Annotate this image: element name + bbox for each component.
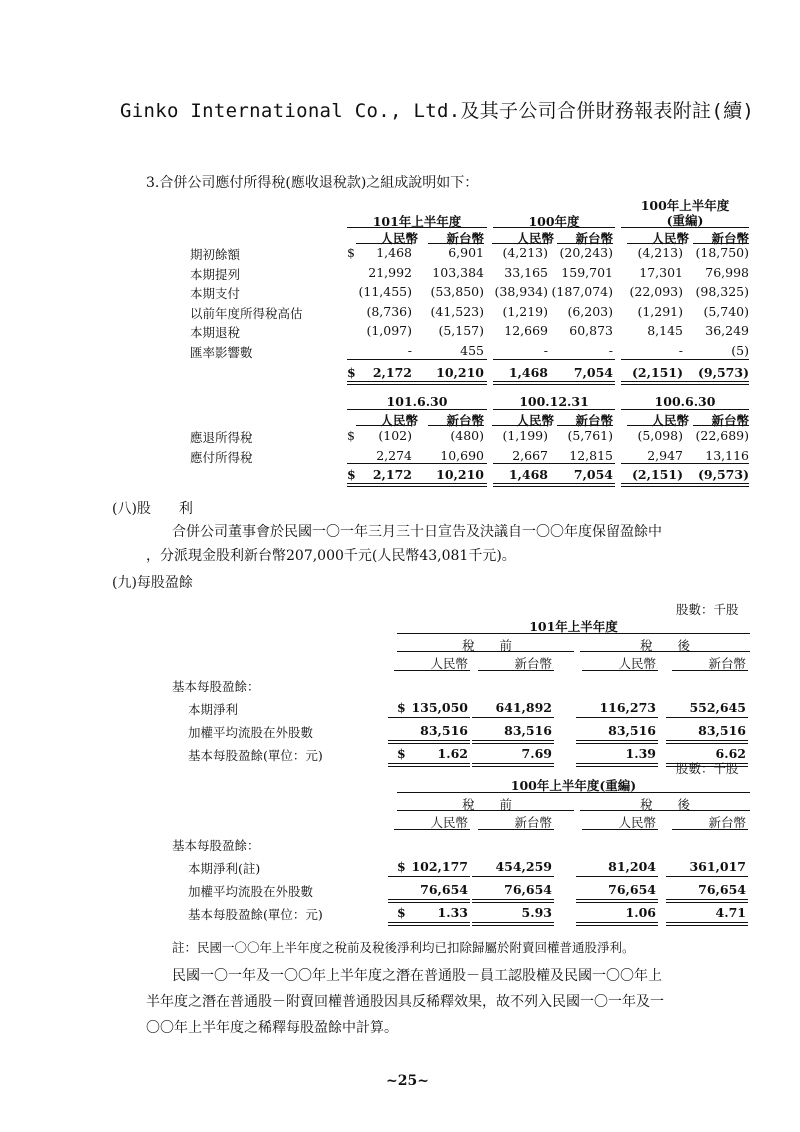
currency-header: 新台幣 (575, 413, 613, 428)
value-cell: 135,050 (411, 700, 468, 715)
value-cell: 76,654 (698, 882, 746, 897)
eps-para-1: 民國一〇一年及一〇〇年上半年度之潛在普通股－員工認股權及民國一〇〇年上 (172, 968, 662, 984)
value-cell: 13,116 (705, 448, 749, 463)
currency-rule (478, 829, 554, 830)
value-cell: (5,740) (703, 303, 749, 319)
period-header: 100年上半年度 (640, 198, 730, 213)
group-rule (397, 810, 574, 811)
value-cell: 1.39 (625, 746, 656, 761)
value-cell: 116,273 (599, 700, 656, 715)
value-cell: (1,199) (502, 428, 548, 443)
row-label: 以前年度所得稅高估 (190, 305, 303, 321)
value-cell: (22,689) (695, 428, 749, 443)
value-cell: (102) (378, 428, 412, 443)
pre-tax-header: 稅 前 (461, 638, 512, 653)
value-cell: (5,098) (637, 428, 683, 443)
total-cell: 7,054 (573, 467, 613, 482)
currency-header: 新台幣 (708, 815, 746, 830)
row-label: 本期淨利(註) (188, 861, 261, 876)
date-header: 100.6.30 (654, 394, 716, 409)
value-cell: 4.71 (715, 905, 746, 920)
page-title: Ginko International Co., Ltd.及其子公司合併財務報表附註(續) (120, 100, 755, 122)
row-label: 本期淨利 (188, 702, 239, 717)
value-cell: (187,074) (551, 284, 613, 300)
value-cell: 103,384 (432, 264, 484, 280)
currency-header: 人民幣 (618, 815, 656, 830)
value-cell: 1.62 (437, 746, 468, 761)
value-cell: 17,301 (639, 264, 683, 280)
value-rule (576, 899, 658, 903)
eps-heading: (九)每股盈餘 (112, 575, 193, 591)
row-label: 應付所得稅 (190, 450, 253, 465)
value-cell: 76,654 (420, 882, 468, 897)
value-cell: (41,523) (430, 303, 484, 319)
dollar-sign: $ (397, 859, 406, 874)
total-cell: 2,172 (372, 365, 412, 380)
value-rule (388, 899, 470, 903)
group-rule (580, 810, 750, 811)
section-label: 基本每股盈餘： (172, 838, 260, 853)
currency-header: 人民幣 (651, 231, 689, 246)
value-rule (388, 922, 470, 926)
total-cell: 1,468 (508, 365, 548, 380)
currency-header: 新台幣 (446, 231, 484, 246)
value-cell: 6.62 (715, 746, 746, 761)
value-rule (576, 922, 658, 926)
value-cell: 83,516 (698, 723, 746, 738)
value-cell: 83,516 (504, 723, 552, 738)
value-cell: 76,654 (504, 882, 552, 897)
value-cell: (6,203) (567, 303, 613, 319)
value-cell: 76,654 (608, 882, 656, 897)
currency-header: 人民幣 (618, 656, 656, 671)
value-cell: (4,213) (502, 245, 548, 260)
value-cell: (53,850) (430, 284, 484, 300)
currency-header: 人民幣 (430, 815, 468, 830)
dollar-sign: $ (397, 700, 406, 715)
currency-rule (394, 829, 470, 830)
value-cell: 21,992 (368, 264, 412, 280)
section-label: 基本每股盈餘： (172, 679, 260, 694)
period-rule (397, 792, 750, 793)
value-cell: 2,667 (512, 448, 548, 463)
value-cell: (38,934) (494, 284, 548, 300)
dollar-sign: $ (347, 245, 355, 260)
tax-heading: 3.合併公司應付所得稅(應收退稅款)之組成說明如下： (146, 175, 479, 191)
row-label: 本期提列 (190, 266, 241, 282)
dollar-sign: $ (347, 428, 355, 443)
value-cell: 7.69 (521, 746, 552, 761)
period-header: (重編) (666, 213, 704, 228)
period-header: 100年度 (528, 214, 580, 229)
value-cell: 83,516 (608, 723, 656, 738)
currency-header: 新台幣 (575, 231, 613, 246)
value-cell: 641,892 (495, 700, 552, 715)
period-header: 101年上半年度 (372, 214, 462, 229)
post-tax-header: 稅 後 (639, 638, 690, 653)
total-cell: (9,573) (698, 365, 749, 380)
value-cell: 6,901 (448, 245, 484, 260)
currency-header: 人民幣 (516, 231, 554, 246)
value-cell: (5,761) (567, 428, 613, 443)
value-rule (666, 899, 748, 903)
value-cell: (1,097) (366, 323, 412, 339)
value-cell: (8,736) (366, 303, 412, 319)
value-cell: 1.33 (437, 905, 468, 920)
eps-unit-1: 股數：千股 (676, 602, 739, 617)
value-cell: 81,204 (608, 859, 656, 874)
pre-tax-header: 稅 前 (461, 797, 512, 812)
eps-para-2: 半年度之潛在普通股－附賣回權普通股因具反稀釋效果，故不列入民國一〇一年及一 (146, 994, 664, 1010)
row-label: 加權平均流股在外股數 (188, 725, 314, 740)
total-cell: 2,172 (372, 467, 412, 482)
value-rule (576, 876, 658, 877)
period-header: 101年上半年度 (529, 619, 618, 634)
row-label: 本期支付 (190, 286, 241, 302)
value-cell: 36,249 (705, 323, 749, 339)
period-header: 100年上半年度(重編) (510, 778, 637, 793)
currency-header: 人民幣 (516, 413, 554, 428)
value-cell: 83,516 (420, 723, 468, 738)
value-cell: (20,243) (559, 245, 613, 260)
value-cell: (5,157) (438, 323, 484, 339)
total-cell: (2,151) (632, 467, 683, 482)
value-cell: 1.06 (625, 905, 656, 920)
currency-rule (672, 829, 748, 830)
value-cell: (98,325) (695, 284, 749, 300)
total-cell: (2,151) (632, 365, 683, 380)
value-cell: 33,165 (504, 264, 548, 280)
value-cell: (480) (450, 428, 484, 443)
currency-rule (582, 829, 658, 830)
value-cell: 76,998 (705, 264, 749, 280)
value-cell: 5.93 (521, 905, 552, 920)
currency-header: 人民幣 (651, 413, 689, 428)
value-cell: 159,701 (561, 264, 613, 280)
total-cell: 10,210 (436, 467, 484, 482)
dollar-sign: $ (347, 365, 356, 380)
row-label: 加權平均流股在外股數 (188, 884, 314, 899)
value-cell: 552,645 (689, 700, 746, 715)
post-tax-header: 稅 後 (639, 797, 690, 812)
value-cell: 12,669 (504, 323, 548, 339)
row-label: 匯率影響數 (190, 345, 253, 360)
dollar-sign: $ (397, 746, 406, 761)
value-cell: - (608, 343, 613, 358)
dollar-sign: $ (397, 905, 406, 920)
value-cell: 8,145 (647, 323, 683, 339)
value-cell: 102,177 (411, 859, 468, 874)
row-label: 基本每股盈餘(單位：元) (188, 907, 323, 922)
value-cell: 10,690 (440, 448, 484, 463)
eps-para-3: 〇〇年上半年度之稀釋每股盈餘中計算。 (146, 1020, 398, 1036)
row-label: 本期退稅 (190, 325, 241, 341)
value-cell: 454,259 (495, 859, 552, 874)
value-rule (472, 876, 554, 877)
value-cell: 2,947 (647, 448, 683, 463)
row-label: 期初餘額 (190, 247, 241, 262)
value-rule (666, 922, 748, 926)
value-cell: - (407, 343, 412, 358)
date-header: 100.12.31 (519, 394, 589, 409)
value-cell: 2,274 (376, 448, 412, 463)
date-header: 101.6.30 (386, 394, 448, 409)
total-cell: 10,210 (436, 365, 484, 380)
value-rule (472, 922, 554, 926)
currency-header: 人民幣 (430, 656, 468, 671)
total-cell: 1,468 (508, 467, 548, 482)
currency-header: 人民幣 (380, 231, 418, 246)
value-cell: 455 (460, 343, 484, 358)
row-label: 應退所得稅 (190, 430, 253, 445)
dividend-heading: (八)股 利 (112, 501, 193, 517)
row-label: 基本每股盈餘(單位：元) (188, 748, 323, 763)
value-cell: - (543, 343, 548, 358)
total-cell: (9,573) (698, 467, 749, 482)
eps-note: 註：民國一〇〇年上半年度之稅前及稅後淨利均已扣除歸屬於附賣回權普通股淨利。 (172, 940, 635, 955)
dollar-sign: $ (347, 467, 356, 482)
eps-unit-2: 股數：千股 (676, 761, 739, 776)
value-cell: (5) (731, 343, 749, 358)
value-cell: (1,219) (502, 303, 548, 319)
total-cell: 7,054 (573, 365, 613, 380)
dividend-text-2: ，分派現金股利新台幣207,000千元(人民幣43,081千元)。 (146, 548, 516, 564)
value-rule (666, 876, 748, 877)
currency-header: 新台幣 (711, 413, 749, 428)
currency-header: 人民幣 (380, 413, 418, 428)
value-cell: (22,093) (629, 284, 683, 300)
value-cell: (4,213) (637, 245, 683, 260)
value-cell: 60,873 (569, 323, 613, 339)
currency-header: 新台幣 (446, 413, 484, 428)
value-cell: 1,468 (376, 245, 412, 260)
value-cell: 12,815 (569, 448, 613, 463)
currency-header: 新台幣 (711, 231, 749, 246)
page-number: ~25~ (386, 1073, 429, 1089)
value-cell: (11,455) (358, 284, 412, 300)
value-rule (472, 899, 554, 903)
value-cell: 361,017 (689, 859, 746, 874)
currency-header: 新台幣 (514, 815, 552, 830)
value-cell: (1,291) (637, 303, 683, 319)
value-rule (388, 876, 470, 877)
currency-header: 新台幣 (708, 656, 746, 671)
value-cell: - (678, 343, 683, 358)
value-cell: (18,750) (695, 245, 749, 260)
currency-header: 新台幣 (514, 656, 552, 671)
dividend-text-1: 合併公司董事會於民國一〇一年三月三十日宣告及決議自一〇〇年度保留盈餘中 (172, 524, 662, 540)
